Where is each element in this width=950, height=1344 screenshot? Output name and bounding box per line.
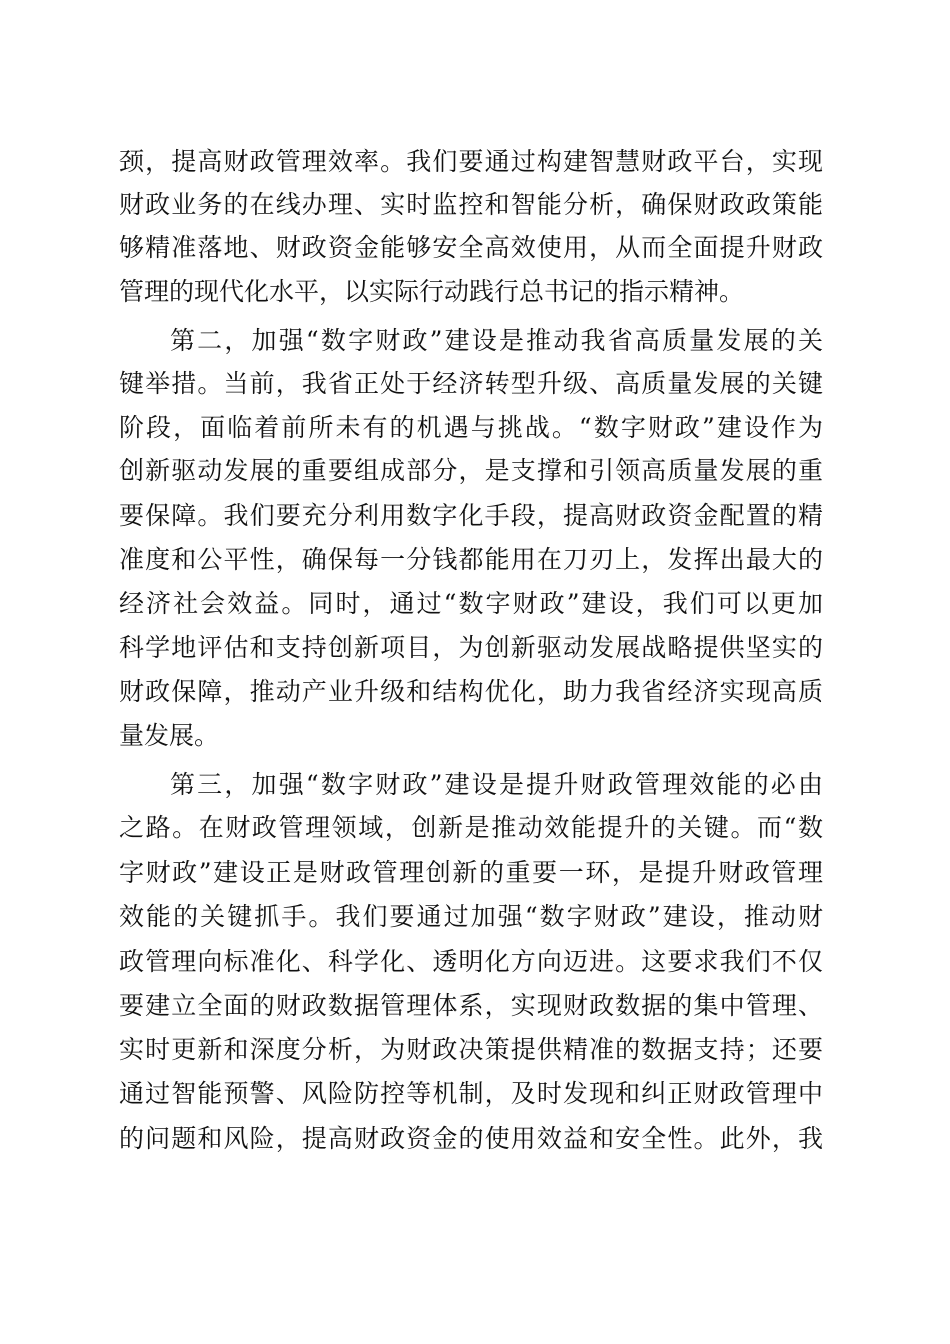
text-line-18: 效能的关键抓手。我们要通过加强“数字财政”建设，推动财 — [119, 902, 823, 931]
text-line-7: 阶段，面临着前所未有的机遇与挑战。“数字财政”建设作为 — [119, 413, 823, 442]
text-line-2: 财政业务的在线办理、实时监控和智能分析，确保财政政策能 — [119, 190, 823, 219]
text-line-21: 实时更新和深度分析，为财政决策提供精准的数据支持；还要 — [119, 1035, 823, 1064]
text-line-19: 政管理向标准化、科学化、透明化方向迈进。这要求我们不仅 — [119, 947, 823, 976]
text-line-10: 准度和公平性，确保每一分钱都能用在刀刃上，发挥出最大的 — [119, 545, 823, 574]
paragraph-2-heading-line-1: 第二，加强“数字财政”建设是推动我省高质量发展的关 — [170, 326, 823, 355]
text-line-4: 管理的现代化水平，以实际行动践行总书记的指示精神。 — [119, 277, 745, 306]
text-line-13: 财政保障，推动产业升级和结构优化，助力我省经济实现高质 — [119, 677, 823, 706]
text-line-6: 键举措。当前，我省正处于经济转型升级、高质量发展的关键 — [119, 369, 823, 398]
paragraph-3-heading-line-1: 第三，加强“数字财政”建设是提升财政管理效能的必由 — [170, 770, 823, 799]
text-line-23: 的问题和风险，提高财政资金的使用效益和安全性。此外，我 — [119, 1124, 823, 1153]
text-line-11: 经济社会效益。同时，通过“数字财政”建设，我们可以更加 — [119, 589, 823, 618]
text-line-20: 要建立全面的财政数据管理体系，实现财政数据的集中管理、 — [119, 991, 823, 1020]
text-line-9: 要保障。我们要充分利用数字化手段，提高财政资金配置的精 — [119, 501, 823, 530]
text-line-8: 创新驱动发展的重要组成部分，是支撑和引领高质量发展的重 — [119, 456, 823, 485]
text-line-22: 通过智能预警、风险防控等机制，及时发现和纠正财政管理中 — [119, 1079, 823, 1108]
text-line-14: 量发展。 — [119, 721, 220, 750]
text-line-16: 之路。在财政管理领域，创新是推动效能提升的关键。而“数 — [119, 813, 823, 842]
text-line-3: 够精准落地、财政资金能够安全高效使用，从而全面提升财政 — [119, 233, 823, 262]
text-line-12: 科学地评估和支持创新项目，为创新驱动发展战略提供坚实的 — [119, 633, 823, 662]
text-line-17: 字财政”建设正是财政管理创新的重要一环，是提升财政管理 — [119, 858, 823, 887]
text-line-1: 颈，提高财政管理效率。我们要通过构建智慧财政平台，实现 — [119, 147, 823, 176]
